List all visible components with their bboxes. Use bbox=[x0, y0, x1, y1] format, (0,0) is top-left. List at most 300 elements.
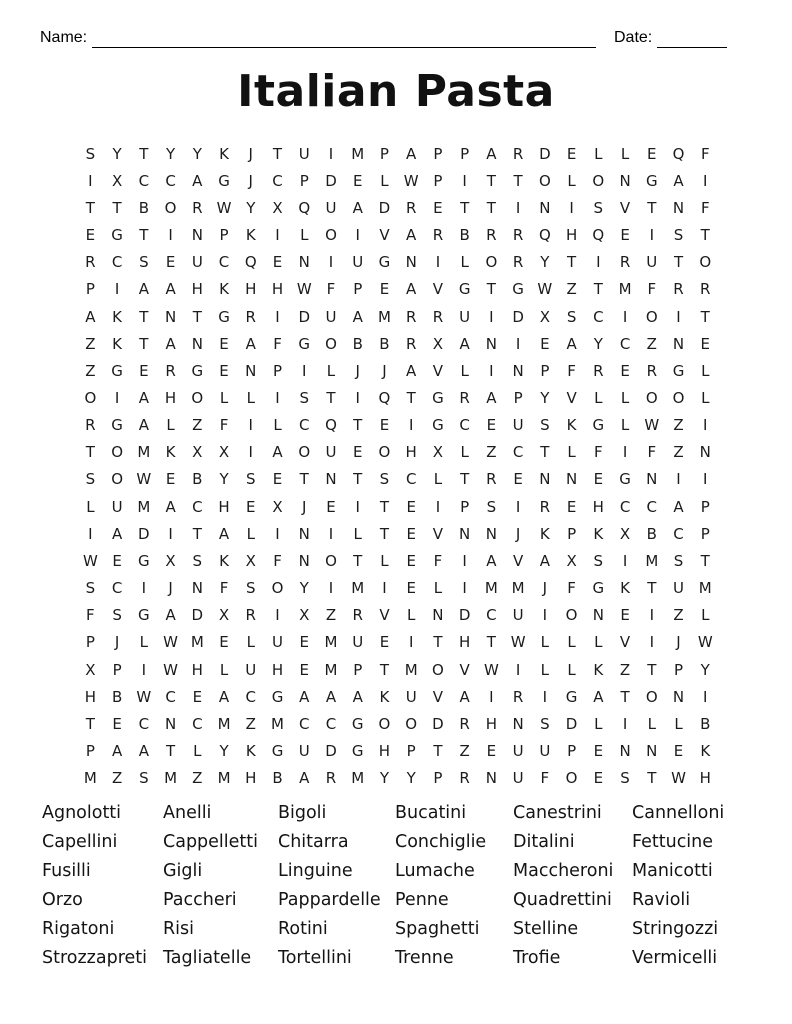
grid-letter: Z bbox=[486, 443, 497, 462]
grid-letter: C bbox=[111, 253, 123, 272]
grid-letter: P bbox=[379, 144, 389, 163]
grid-letter: S bbox=[192, 551, 203, 570]
grid-letter: Z bbox=[673, 606, 684, 625]
grid-letter: I bbox=[382, 579, 387, 598]
grid-letter: A bbox=[192, 171, 203, 190]
grid-letter: C bbox=[673, 524, 684, 543]
grid-letter: R bbox=[539, 497, 551, 516]
grid-letter: L bbox=[567, 171, 576, 190]
grid-letter: E bbox=[112, 714, 122, 733]
grid-letter: A bbox=[406, 361, 417, 380]
grid-letter: D bbox=[432, 714, 444, 733]
word-bank-item: Ditalini bbox=[513, 831, 575, 852]
grid-letter: L bbox=[540, 633, 550, 652]
grid-letter: L bbox=[567, 660, 576, 679]
grid-letter: S bbox=[85, 470, 96, 489]
grid-letter: D bbox=[325, 742, 337, 761]
grid-letter: C bbox=[325, 714, 337, 733]
grid-letter: M bbox=[377, 307, 391, 326]
grid-letter: I bbox=[355, 388, 360, 407]
grid-letter: T bbox=[139, 144, 149, 163]
grid-letter: U bbox=[539, 742, 551, 761]
grid-letter: E bbox=[620, 606, 630, 625]
grid-letter: J bbox=[248, 144, 253, 163]
word-bank-item: Tortellini bbox=[278, 947, 352, 968]
grid-letter: F bbox=[219, 416, 229, 435]
grid-letter: K bbox=[620, 579, 630, 598]
grid-letter: B bbox=[192, 470, 203, 489]
word-bank-item: Penne bbox=[395, 889, 449, 910]
grid-letter: X bbox=[432, 334, 444, 353]
grid-letter: L bbox=[433, 579, 443, 598]
grid-letter: L bbox=[273, 416, 282, 435]
grid-letter: J bbox=[302, 497, 307, 516]
grid-letter: H bbox=[699, 769, 711, 788]
grid-letter: G bbox=[565, 687, 578, 706]
grid-letter: A bbox=[299, 687, 310, 706]
grid-letter: Z bbox=[673, 443, 684, 462]
grid-letter: C bbox=[299, 416, 310, 435]
grid-letter: G bbox=[271, 687, 284, 706]
grid-letter: M bbox=[217, 714, 231, 733]
grid-letter: L bbox=[647, 714, 656, 733]
grid-letter: A bbox=[138, 388, 149, 407]
grid-letter: C bbox=[646, 497, 658, 516]
grid-letter: V bbox=[432, 524, 444, 543]
grid-letter: J bbox=[355, 361, 360, 380]
grid-letter: X bbox=[218, 606, 230, 625]
grid-letter: I bbox=[649, 606, 654, 625]
grid-letter: T bbox=[379, 660, 390, 679]
grid-letter: N bbox=[298, 551, 310, 570]
grid-letter: E bbox=[673, 742, 684, 761]
grid-letter: M bbox=[511, 579, 525, 598]
grid-letter: K bbox=[165, 443, 176, 462]
word-bank-item: Pappardelle bbox=[278, 889, 381, 910]
grid-letter: I bbox=[703, 171, 708, 190]
grid-letter: C bbox=[619, 497, 631, 516]
grid-letter: A bbox=[245, 334, 256, 353]
grid-letter: I bbox=[596, 253, 601, 272]
grid-letter: I bbox=[275, 606, 280, 625]
grid-letter: W bbox=[671, 769, 686, 788]
grid-letter: R bbox=[85, 416, 96, 435]
grid-letter: P bbox=[700, 524, 710, 543]
grid-letter: H bbox=[245, 280, 257, 299]
grid-letter: H bbox=[459, 633, 471, 652]
grid-letter: C bbox=[192, 497, 203, 516]
grid-letter: W bbox=[216, 198, 232, 217]
word-bank-item: Risi bbox=[163, 918, 195, 939]
grid-letter: H bbox=[191, 660, 203, 679]
grid-letter: A bbox=[272, 443, 283, 462]
grid-letter: M bbox=[190, 633, 204, 652]
word-bank-item: Ravioli bbox=[632, 889, 691, 910]
grid-letter: F bbox=[326, 280, 336, 299]
grid-letter: H bbox=[565, 226, 578, 245]
grid-letter: M bbox=[645, 551, 659, 570]
grid-letter: K bbox=[593, 524, 604, 543]
grid-letter: P bbox=[460, 144, 470, 163]
grid-letter: O bbox=[378, 443, 391, 462]
grid-letter: O bbox=[298, 443, 311, 462]
grid-letter: B bbox=[646, 524, 657, 543]
grid-letter: B bbox=[379, 334, 390, 353]
grid-letter: C bbox=[138, 171, 150, 190]
grid-letter: E bbox=[566, 144, 577, 163]
grid-letter: I bbox=[328, 144, 334, 163]
grid-letter: I bbox=[622, 551, 628, 570]
word-bank-item: Bucatini bbox=[395, 802, 467, 823]
word-bank-item: Rigatoni bbox=[42, 918, 115, 939]
grid-letter: H bbox=[245, 769, 257, 788]
grid-letter: O bbox=[111, 443, 123, 462]
grid-letter: O bbox=[191, 388, 204, 407]
grid-letter: B bbox=[352, 334, 363, 353]
grid-letter: F bbox=[273, 551, 282, 570]
grid-letter: M bbox=[618, 280, 632, 299]
word-bank-item: Gigli bbox=[163, 860, 203, 881]
grid-letter: I bbox=[489, 361, 494, 380]
grid-letter: T bbox=[460, 198, 470, 217]
grid-letter: T bbox=[647, 579, 657, 598]
grid-letter: O bbox=[565, 769, 578, 788]
grid-letter: S bbox=[85, 144, 96, 163]
worksheet-header bbox=[40, 27, 752, 51]
grid-letter: B bbox=[138, 198, 149, 217]
grid-letter: N bbox=[539, 470, 551, 489]
grid-letter: T bbox=[647, 769, 657, 788]
letter-grid bbox=[77, 140, 719, 792]
grid-letter: K bbox=[539, 524, 550, 543]
grid-letter: T bbox=[379, 497, 390, 516]
grid-letter: J bbox=[382, 361, 387, 380]
grid-letter: E bbox=[192, 687, 203, 706]
grid-letter: R bbox=[459, 769, 470, 788]
grid-letter: T bbox=[460, 470, 470, 489]
grid-letter: T bbox=[85, 714, 95, 733]
grid-letter: E bbox=[406, 551, 416, 570]
grid-letter: N bbox=[298, 253, 310, 272]
grid-letter: T bbox=[700, 226, 710, 245]
grid-letter: X bbox=[85, 660, 96, 679]
grid-letter: M bbox=[351, 769, 365, 788]
grid-letter: I bbox=[88, 524, 93, 543]
grid-letter: E bbox=[406, 579, 416, 598]
grid-letter: I bbox=[355, 497, 360, 516]
grid-letter: L bbox=[380, 551, 389, 570]
grid-letter: X bbox=[539, 307, 550, 326]
grid-letter: I bbox=[462, 579, 467, 598]
grid-letter: T bbox=[700, 307, 710, 326]
grid-letter: A bbox=[566, 334, 577, 353]
grid-letter: X bbox=[192, 443, 203, 462]
grid-letter: A bbox=[486, 144, 497, 163]
grid-letter: T bbox=[700, 551, 710, 570]
grid-letter: P bbox=[85, 280, 95, 299]
grid-letter: I bbox=[489, 307, 494, 326]
grid-letter: O bbox=[538, 171, 551, 190]
grid-letter: G bbox=[458, 280, 471, 299]
grid-letter: A bbox=[138, 280, 149, 299]
grid-letter: D bbox=[325, 171, 337, 190]
grid-letter: N bbox=[459, 524, 471, 543]
grid-letter: N bbox=[485, 769, 497, 788]
grid-letter: L bbox=[567, 443, 576, 462]
grid-letter: M bbox=[484, 579, 498, 598]
grid-letter: E bbox=[593, 470, 604, 489]
grid-letter: I bbox=[703, 470, 708, 489]
grid-letter: Z bbox=[192, 769, 203, 788]
grid-letter: X bbox=[566, 551, 577, 570]
grid-letter: E bbox=[352, 443, 363, 462]
grid-letter: J bbox=[248, 171, 253, 190]
grid-letter: R bbox=[405, 198, 417, 217]
grid-letter: R bbox=[646, 361, 657, 380]
grid-letter: R bbox=[85, 253, 96, 272]
grid-letter: Q bbox=[592, 226, 605, 245]
grid-letter: M bbox=[83, 769, 97, 788]
word-bank-item: Tagliatelle bbox=[163, 947, 252, 968]
grid-letter: E bbox=[593, 769, 604, 788]
grid-letter: E bbox=[700, 334, 710, 353]
grid-letter: F bbox=[700, 198, 710, 217]
grid-letter: X bbox=[218, 443, 230, 462]
grid-letter: L bbox=[139, 633, 149, 652]
grid-letter: S bbox=[139, 769, 149, 788]
grid-letter: Q bbox=[244, 253, 257, 272]
grid-letter: Z bbox=[459, 742, 470, 761]
grid-letter: A bbox=[486, 551, 497, 570]
grid-letter: C bbox=[405, 470, 417, 489]
grid-letter: I bbox=[275, 524, 280, 543]
word-bank-item: Maccheroni bbox=[513, 860, 614, 881]
grid-letter: E bbox=[165, 253, 176, 272]
grid-letter: L bbox=[594, 714, 603, 733]
page-title: Italian Pasta bbox=[237, 66, 555, 117]
grid-letter: H bbox=[271, 280, 284, 299]
grid-letter: W bbox=[483, 660, 499, 679]
grid-letter: H bbox=[592, 497, 604, 516]
grid-letter: N bbox=[672, 334, 685, 353]
grid-letter: G bbox=[111, 361, 123, 380]
grid-letter: E bbox=[486, 416, 497, 435]
grid-letter: L bbox=[219, 388, 229, 407]
name-blank-line bbox=[92, 47, 596, 48]
grid-letter: J bbox=[168, 579, 173, 598]
grid-letter: G bbox=[191, 361, 204, 380]
grid-letter: L bbox=[193, 742, 202, 761]
grid-letter: N bbox=[405, 253, 417, 272]
grid-letter: Q bbox=[672, 144, 685, 163]
grid-letter: S bbox=[540, 416, 550, 435]
grid-letter: D bbox=[565, 714, 578, 733]
grid-letter: L bbox=[380, 171, 389, 190]
grid-letter: I bbox=[542, 687, 548, 706]
grid-letter: G bbox=[218, 171, 230, 190]
grid-letter: O bbox=[378, 714, 391, 733]
grid-letter: T bbox=[85, 198, 95, 217]
grid-letter: I bbox=[435, 253, 441, 272]
grid-letter: N bbox=[512, 361, 524, 380]
grid-letter: O bbox=[325, 334, 337, 353]
grid-letter: A bbox=[218, 524, 230, 543]
grid-letter: A bbox=[352, 307, 363, 326]
word-bank-item: Trofie bbox=[513, 947, 561, 968]
grid-letter: E bbox=[272, 470, 283, 489]
grid-letter: F bbox=[647, 443, 657, 462]
grid-letter: R bbox=[245, 307, 256, 326]
grid-letter: Q bbox=[378, 388, 391, 407]
grid-letter: X bbox=[432, 443, 444, 462]
grid-letter: P bbox=[540, 361, 550, 380]
grid-letter: G bbox=[138, 551, 150, 570]
grid-letter: I bbox=[462, 551, 467, 570]
grid-letter: I bbox=[114, 280, 120, 299]
grid-letter: O bbox=[565, 606, 578, 625]
grid-letter: L bbox=[620, 416, 630, 435]
grid-letter: T bbox=[139, 226, 149, 245]
grid-letter: I bbox=[649, 226, 654, 245]
grid-letter: V bbox=[432, 687, 444, 706]
grid-letter: K bbox=[112, 307, 123, 326]
grid-letter: Z bbox=[673, 416, 684, 435]
grid-letter: A bbox=[165, 497, 176, 516]
word-bank-item: Cannelloni bbox=[632, 802, 725, 823]
grid-letter: X bbox=[619, 524, 631, 543]
grid-letter: I bbox=[408, 633, 414, 652]
grid-letter: S bbox=[85, 579, 96, 598]
grid-letter: Y bbox=[540, 388, 550, 407]
grid-letter: Y bbox=[379, 769, 390, 788]
word-bank-item: Bigoli bbox=[278, 802, 327, 823]
word-bank-item: Cappelletti bbox=[163, 831, 259, 852]
grid-letter: X bbox=[245, 551, 256, 570]
grid-letter: N bbox=[672, 687, 685, 706]
grid-letter: U bbox=[191, 253, 203, 272]
grid-letter: E bbox=[486, 742, 497, 761]
grid-letter: R bbox=[486, 226, 497, 245]
grid-letter: N bbox=[164, 307, 177, 326]
grid-letter: U bbox=[459, 307, 471, 326]
date-blank-line bbox=[657, 47, 727, 48]
grid-letter: G bbox=[298, 334, 311, 353]
grid-letter: R bbox=[512, 253, 524, 272]
grid-letter: I bbox=[88, 171, 93, 190]
grid-letter: Z bbox=[111, 769, 123, 788]
grid-letter: E bbox=[406, 497, 416, 516]
grid-letter: O bbox=[111, 470, 123, 489]
grid-letter: W bbox=[82, 551, 98, 570]
grid-letter: Z bbox=[192, 416, 203, 435]
word-bank-item: Quadrettini bbox=[513, 889, 612, 910]
grid-letter: I bbox=[168, 226, 173, 245]
grid-letter: D bbox=[138, 524, 150, 543]
grid-letter: K bbox=[245, 226, 256, 245]
grid-letter: U bbox=[298, 742, 310, 761]
grid-letter: U bbox=[512, 742, 524, 761]
grid-letter: C bbox=[486, 606, 497, 625]
grid-letter: S bbox=[299, 388, 309, 407]
grid-letter: N bbox=[298, 524, 310, 543]
grid-letter: L bbox=[300, 226, 309, 245]
grid-letter: I bbox=[328, 253, 334, 272]
grid-letter: U bbox=[405, 687, 417, 706]
grid-letter: A bbox=[406, 144, 417, 163]
grid-letter: Y bbox=[246, 198, 256, 217]
grid-letter: K bbox=[593, 660, 604, 679]
grid-letter: I bbox=[355, 226, 360, 245]
grid-letter: U bbox=[512, 769, 524, 788]
grid-letter: O bbox=[164, 198, 177, 217]
word-bank-item: Lumache bbox=[395, 860, 475, 881]
grid-letter: I bbox=[515, 660, 521, 679]
grid-letter: V bbox=[512, 551, 524, 570]
grid-letter: C bbox=[593, 307, 604, 326]
grid-letter: W bbox=[163, 633, 178, 652]
grid-letter: Y bbox=[700, 660, 710, 679]
grid-letter: I bbox=[462, 171, 467, 190]
grid-letter: T bbox=[567, 253, 577, 272]
grid-letter: G bbox=[271, 742, 284, 761]
grid-letter: J bbox=[676, 633, 681, 652]
grid-letter: T bbox=[326, 388, 336, 407]
grid-letter: V bbox=[619, 633, 631, 652]
grid-letter: X bbox=[299, 606, 310, 625]
grid-letter: R bbox=[700, 280, 711, 299]
grid-letter: F bbox=[86, 606, 95, 625]
grid-letter: E bbox=[406, 524, 416, 543]
grid-letter: O bbox=[405, 714, 418, 733]
grid-letter: O bbox=[325, 551, 337, 570]
grid-letter: M bbox=[271, 714, 284, 733]
grid-letter: R bbox=[245, 606, 256, 625]
grid-letter: V bbox=[566, 388, 577, 407]
grid-letter: F bbox=[219, 579, 229, 598]
grid-letter: S bbox=[486, 497, 497, 516]
grid-letter: N bbox=[646, 742, 658, 761]
grid-letter: T bbox=[620, 687, 630, 706]
word-bank-item: Anelli bbox=[163, 802, 212, 823]
grid-letter: R bbox=[512, 687, 524, 706]
grid-letter: C bbox=[619, 334, 631, 353]
grid-letter: I bbox=[435, 497, 441, 516]
grid-letter: E bbox=[299, 660, 309, 679]
grid-letter: I bbox=[114, 388, 120, 407]
grid-letter: F bbox=[540, 769, 550, 788]
grid-letter: E bbox=[513, 470, 523, 489]
grid-letter: S bbox=[593, 551, 604, 570]
grid-letter: T bbox=[513, 171, 523, 190]
grid-letter: V bbox=[379, 606, 390, 625]
grid-letter: U bbox=[352, 253, 364, 272]
grid-letter: L bbox=[246, 633, 255, 652]
grid-letter: C bbox=[165, 687, 176, 706]
grid-letter: L bbox=[246, 524, 255, 543]
grid-letter: V bbox=[432, 361, 444, 380]
grid-letter: D bbox=[191, 606, 204, 625]
grid-letter: A bbox=[352, 687, 363, 706]
grid-letter: B bbox=[111, 687, 123, 706]
date-label: Date: bbox=[614, 29, 653, 46]
grid-letter: P bbox=[433, 171, 443, 190]
grid-letter: T bbox=[486, 633, 496, 652]
grid-letter: O bbox=[645, 388, 658, 407]
grid-letter: E bbox=[299, 633, 309, 652]
grid-letter: A bbox=[459, 687, 470, 706]
grid-letter: N bbox=[646, 470, 658, 489]
grid-letter: M bbox=[324, 633, 338, 652]
